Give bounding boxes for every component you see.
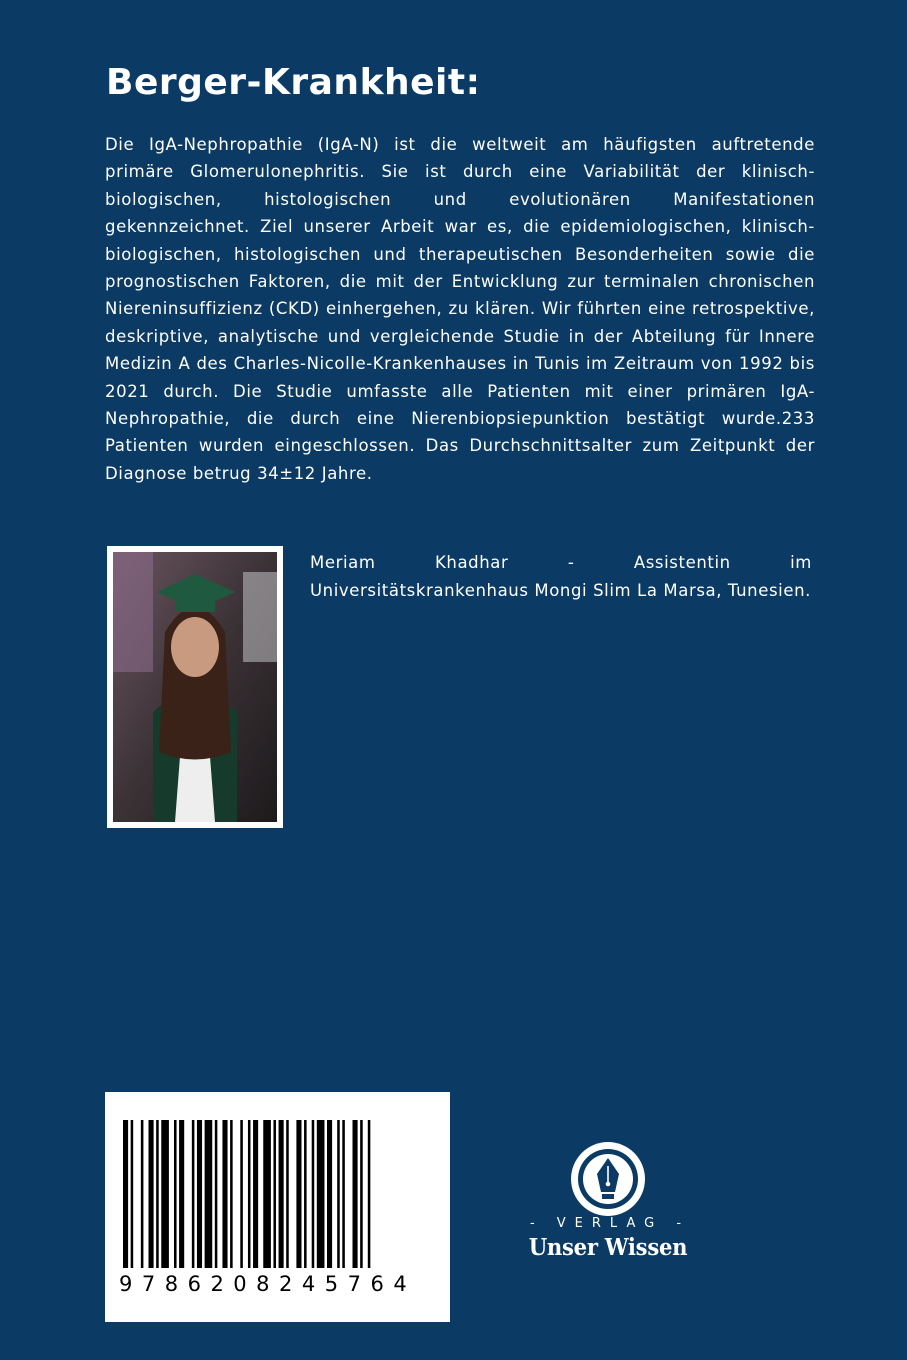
barcode-bar — [222, 1120, 227, 1268]
barcode-bar — [215, 1120, 218, 1268]
barcode-bar — [230, 1120, 233, 1268]
barcode-bar — [337, 1120, 340, 1268]
barcode-bar — [174, 1120, 177, 1268]
publisher-logo — [520, 1140, 700, 1270]
barcode-bar — [192, 1120, 195, 1268]
barcode-bar — [161, 1120, 169, 1268]
isbn-barcode — [105, 1092, 450, 1322]
barcode-bar — [353, 1120, 358, 1268]
barcode-bar — [179, 1120, 184, 1268]
barcode-bar — [141, 1120, 144, 1268]
barcode-bar — [263, 1120, 271, 1268]
barcode-bars — [123, 1120, 433, 1270]
barcode-bar — [279, 1120, 284, 1268]
barcode-bar — [131, 1120, 134, 1268]
book-title: Berger-Krankheit: — [106, 62, 481, 103]
author-portrait-image — [113, 552, 277, 822]
barcode-bar — [317, 1120, 325, 1268]
barcode-bar — [156, 1120, 159, 1268]
barcode-bar — [273, 1120, 276, 1268]
barcode-bar — [205, 1120, 213, 1268]
barcode-bar — [304, 1120, 307, 1268]
barcode-bar — [197, 1120, 202, 1268]
barcode-bar — [360, 1120, 363, 1268]
barcode-bar — [312, 1120, 315, 1268]
author-bio: Meriam Khadhar - Assistentin im Universitätskrankenhaus Mongi Slim La Marsa, Tunesien. — [310, 553, 812, 600]
barcode-bar — [286, 1120, 289, 1268]
barcode-digits: 9786208245764 — [119, 1272, 417, 1296]
barcode-bar — [296, 1120, 301, 1268]
barcode-bar — [240, 1120, 243, 1268]
barcode-bar — [149, 1120, 154, 1268]
abstract-text: Die IgA-Nephropathie (IgA-N) ist die weltweit am häufigsten auftretende primäre Glomerulonephritis. Sie ist durch eine Variabilität der klinisch-biologischen, histologischen und evolutionären Manifestationen gekennzeichnet. Ziel unserer Arbeit war es, die epidemiologischen, klinisch-biologischen, histologischen und therapeutischen Besonderheiten sowie die prognostischen Faktoren, die mit der Entwicklung zur terminalen chronischen Niereninsuffizienz (CKD) einhergehen, zu klären. Wir führten eine retrospektive, deskriptive, analytische und vergleichende Studie in der Abteilung für Innere Medizin A des Charles-Nicolle-Krankenhauses in Tunis im Zeitraum von 1992 bis 2021 durch. Die Studie umfasste alle Patienten mit einer primären IgA-Nephropathie, die durch eine Nierenbiopsiepunktion bestätigt wurde.233 Patienten wurden eingeschlossen. Das Durchschnittsalter zum Zeitpunkt der Diagnose betrug 34±12 Jahre. — [105, 135, 815, 483]
barcode-bar — [342, 1120, 345, 1268]
author-photo — [107, 546, 283, 828]
barcode-bar — [253, 1120, 258, 1268]
barcode-bar — [368, 1120, 371, 1268]
publisher-verlag-label: - VERLAG - — [529, 1216, 691, 1231]
publisher-name: Unser Wissen — [528, 1234, 688, 1261]
fountain-pen-nib-icon — [569, 1140, 647, 1218]
barcode-bar — [248, 1120, 251, 1268]
barcode-bar — [123, 1120, 128, 1268]
barcode-bar — [327, 1120, 332, 1268]
